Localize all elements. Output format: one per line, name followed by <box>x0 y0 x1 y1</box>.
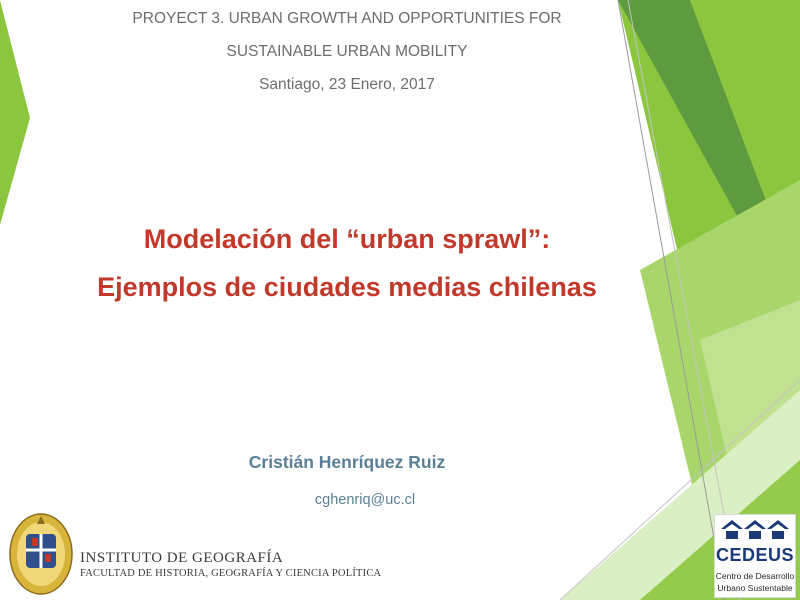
left-green-triangle <box>0 0 30 225</box>
presentation-title-line2: Ejemplos de ciudades medias chilenas <box>97 272 597 302</box>
project-title-line1: PROYECT 3. URBAN GROWTH AND OPPORTUNITIES FOR <box>132 10 562 27</box>
cedeus-subtitle-line2: Urbano Sustentable <box>717 583 793 593</box>
houses-icon <box>721 519 789 541</box>
author-email[interactable]: cghenriq@uc.cl <box>314 492 416 508</box>
university-seal-icon <box>8 512 74 596</box>
cedeus-name: CEDEUS <box>715 545 794 565</box>
project-title-line2: SUSTAINABLE URBAN MOBILITY <box>226 43 468 60</box>
event-date: Santiago, 23 Enero, 2017 <box>259 76 435 93</box>
cedeus-logo <box>714 514 796 598</box>
institution-faculty: FACULTAD DE HISTORIA, GEOGRAFÍA Y CIENCIA POLÍTICA <box>80 568 382 579</box>
presentation-title-line1: Modelación del “urban sprawl”: <box>143 224 551 254</box>
cedeus-subtitle-line1: Centro de Desarrollo <box>715 571 795 581</box>
author-name: Cristián Henríquez Ruiz <box>248 452 446 472</box>
institution-name: INSTITUTO DE GEOGRAFÍA <box>80 550 284 566</box>
